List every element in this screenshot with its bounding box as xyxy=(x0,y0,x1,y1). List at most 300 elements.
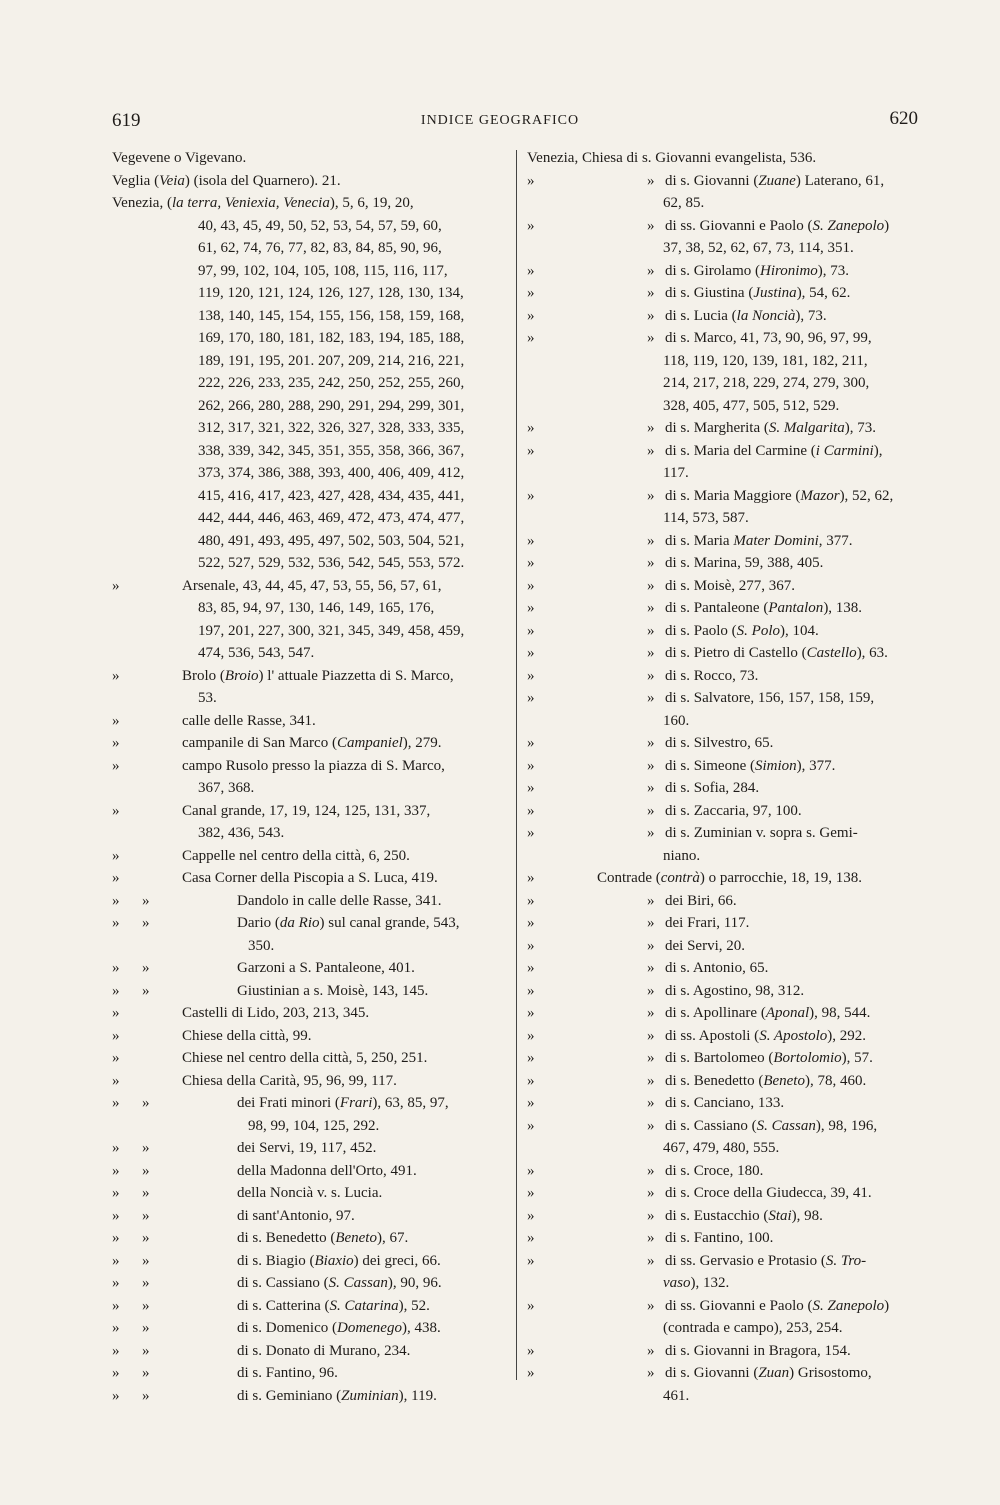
index-entry-line xyxy=(527,1047,929,1070)
index-entry-line xyxy=(527,1317,929,1340)
index-entry-text: di s. Maria del Carmine (i Carmini), xyxy=(665,442,883,459)
index-entry-text: 98, 99, 104, 125, 292. xyxy=(248,1117,380,1134)
index-entry-text: di s. Zaccaria, 97, 100. xyxy=(665,802,802,819)
ditto-mark: » xyxy=(527,442,535,459)
index-entry-line xyxy=(112,800,507,823)
index-entry-text: di s. Apollinare (Aponal), 98, 544. xyxy=(665,1005,871,1021)
index-entry-text: 367, 368. xyxy=(198,780,255,796)
index-entry-line xyxy=(112,215,507,238)
index-entry-text: 114, 573, 587. xyxy=(663,510,749,526)
ditto-mark: » xyxy=(647,892,655,909)
ditto-mark: » xyxy=(112,982,120,999)
index-entry-line xyxy=(527,732,929,755)
ditto-mark: » xyxy=(142,1207,150,1224)
index-entry-line xyxy=(112,620,507,643)
index-entry-line xyxy=(527,327,929,350)
ditto-mark: » xyxy=(527,1207,535,1224)
index-entry-text: 40, 43, 45, 49, 50, 52, 53, 54, 57, 59, 60, xyxy=(198,217,442,234)
index-entry-line xyxy=(112,867,507,890)
index-entry-line xyxy=(112,687,507,710)
ditto-mark: » xyxy=(527,1297,535,1314)
index-entry-line xyxy=(527,575,929,598)
ditto-mark: » xyxy=(647,307,655,324)
ditto-mark: » xyxy=(112,757,120,774)
index-entry-text: di s. Girolamo (Hironimo), 73. xyxy=(665,262,850,279)
index-entry-line xyxy=(112,260,507,283)
ditto-mark: » xyxy=(647,577,655,594)
index-entry-text: di s. Simeone (Simion), 377. xyxy=(665,757,836,774)
index-entry-line xyxy=(112,1137,507,1160)
ditto-mark: » xyxy=(112,1387,120,1404)
index-entry-line xyxy=(527,417,929,440)
ditto-mark: » xyxy=(112,1252,120,1269)
index-entry-line xyxy=(527,530,929,553)
index-entry-text: di ss. Giovanni e Paolo (S. Zanepolo) xyxy=(665,1297,890,1314)
index-entry-line xyxy=(527,957,929,980)
index-entry-text: 62, 85. xyxy=(663,195,705,211)
ditto-mark: » xyxy=(142,1297,150,1314)
index-entry-line xyxy=(112,1205,507,1228)
index-entry-text: dei Servi, 20. xyxy=(665,937,745,954)
index-entry-line xyxy=(527,1070,929,1093)
index-entry-line xyxy=(112,1272,507,1295)
index-entry-line xyxy=(527,867,929,890)
ditto-mark: » xyxy=(647,1117,655,1134)
left-page-number: 619 xyxy=(112,110,141,131)
index-entry-text: Veglia (Veia) (isola del Quarnero). 21. xyxy=(112,172,341,189)
index-entry-line xyxy=(112,1317,507,1340)
ditto-mark: » xyxy=(142,1252,150,1269)
index-entry-text: di s. Moisè, 277, 367. xyxy=(665,577,796,594)
index-entry-text: dei Servi, 19, 117, 452. xyxy=(237,1140,377,1156)
index-entry-text: (contrada e campo), 253, 254. xyxy=(663,1320,843,1336)
ditto-mark: » xyxy=(527,262,535,279)
index-entry-line xyxy=(112,485,507,508)
index-entry-line xyxy=(527,552,929,575)
ditto-mark: » xyxy=(112,870,120,886)
index-entry-text: Dandolo in calle delle Rasse, 341. xyxy=(237,892,442,909)
index-entry-text: di s. Rocco, 73. xyxy=(665,667,759,684)
index-entry-line xyxy=(527,1272,929,1295)
index-entry-line xyxy=(112,890,507,913)
ditto-mark: » xyxy=(112,1320,120,1336)
index-entry-line xyxy=(527,282,929,305)
left-column xyxy=(112,147,507,1407)
index-entry-line xyxy=(527,980,929,1003)
index-entry-text: di s. Geminiano (Zuminian), 119. xyxy=(237,1387,437,1404)
index-entry-line xyxy=(112,1070,507,1093)
index-entry-line xyxy=(527,507,929,530)
ditto-mark: » xyxy=(527,1027,535,1044)
ditto-mark: » xyxy=(527,892,535,909)
index-entry-text: di s. Lucia (la Noncià), 73. xyxy=(665,307,827,324)
ditto-mark: » xyxy=(647,532,655,549)
index-entry-line xyxy=(112,935,507,958)
index-entry-text: di s. Croce della Giudecca, 39, 41. xyxy=(665,1185,872,1201)
index-entry-line xyxy=(112,1115,507,1138)
ditto-mark: » xyxy=(527,802,535,819)
index-entry-text: 467, 479, 480, 555. xyxy=(663,1140,780,1156)
ditto-mark: » xyxy=(527,330,535,346)
index-entry-text: 350. xyxy=(248,937,275,954)
index-entry-text: di ss. Giovanni e Paolo (S. Zanepolo) xyxy=(665,217,890,234)
index-entry-line xyxy=(112,845,507,868)
ditto-mark: » xyxy=(527,307,535,324)
index-entry-text: campanile di San Marco (Campaniel), 279. xyxy=(182,735,442,751)
ditto-mark: » xyxy=(112,960,120,976)
index-entry-text: di s. Marina, 59, 388, 405. xyxy=(665,555,824,571)
index-entry-text: 222, 226, 233, 235, 242, 250, 252, 255, 260, xyxy=(198,375,465,391)
index-entry-line xyxy=(112,732,507,755)
index-entry-text: di s. Zuminian v. sopra s. Gemi- xyxy=(665,825,858,841)
index-entry-line xyxy=(112,350,507,373)
index-entry-text: Cappelle nel centro della città, 6, 250. xyxy=(182,847,410,864)
index-entry-line xyxy=(112,1250,507,1273)
index-entry-text: 338, 339, 342, 345, 351, 355, 358, 366, 367, xyxy=(198,442,465,459)
ditto-mark: » xyxy=(527,915,535,931)
ditto-mark: » xyxy=(527,1252,535,1269)
index-entry-line xyxy=(112,957,507,980)
index-entry-line xyxy=(112,170,507,193)
index-entry-line xyxy=(112,327,507,350)
index-entry-text: 474, 536, 543, 547. xyxy=(198,645,315,661)
index-entry-text: 97, 99, 102, 104, 105, 108, 115, 116, 117, xyxy=(198,262,448,279)
ditto-mark: » xyxy=(142,892,150,909)
ditto-mark: » xyxy=(647,1095,655,1111)
ditto-mark: » xyxy=(527,1072,535,1089)
ditto-mark: » xyxy=(647,600,655,616)
ditto-mark: » xyxy=(647,780,655,796)
index-entry-line xyxy=(527,372,929,395)
index-entry-line xyxy=(112,1340,507,1363)
ditto-mark: » xyxy=(647,217,655,234)
index-entry-line xyxy=(112,980,507,1003)
index-entry-text: di s. Pantaleone (Pantalon), 138. xyxy=(665,600,863,616)
index-entry-text: di ss. Gervasio e Protasio (S. Tro- xyxy=(665,1252,867,1269)
index-entry-line xyxy=(527,800,929,823)
index-entry-line xyxy=(527,1205,929,1228)
ditto-mark: » xyxy=(527,1230,535,1246)
index-entry-text: niano. xyxy=(663,847,701,864)
index-entry-text: 461. xyxy=(663,1387,690,1404)
index-entry-text: di s. Giovanni (Zuane) Laterano, 61, xyxy=(665,172,885,189)
index-entry-text: di s. Croce, 180. xyxy=(665,1162,764,1179)
index-entry-text: Venezia, (la terra, Veniexia, Venecia), 5, 6, 19, 20, xyxy=(112,195,414,211)
index-entry-text: dei Frari, 117. xyxy=(665,915,750,931)
index-entry-line xyxy=(112,912,507,935)
ditto-mark: » xyxy=(112,667,120,684)
index-entry-line xyxy=(527,1025,929,1048)
ditto-mark: » xyxy=(527,577,535,594)
index-entry-text: di s. Pietro di Castello (Castello), 63. xyxy=(665,645,888,661)
index-entry-text: di s. Salvatore, 156, 157, 158, 159, xyxy=(665,690,875,706)
ditto-mark: » xyxy=(142,960,150,976)
ditto-mark: » xyxy=(647,757,655,774)
ditto-mark: » xyxy=(647,645,655,661)
index-entry-line xyxy=(112,1002,507,1025)
ditto-mark: » xyxy=(647,690,655,706)
ditto-mark: » xyxy=(142,1387,150,1404)
index-entry-line xyxy=(112,710,507,733)
index-entry-line xyxy=(112,192,507,215)
index-entry-text: di s. Catterina (S. Catarina), 52. xyxy=(237,1297,430,1314)
ditto-mark: » xyxy=(527,1342,535,1359)
index-entry-line xyxy=(112,462,507,485)
ditto-mark: » xyxy=(647,960,655,976)
index-entry-line xyxy=(112,552,507,575)
ditto-mark: » xyxy=(142,1230,150,1246)
ditto-mark: » xyxy=(527,667,535,684)
index-entry-line xyxy=(112,822,507,845)
index-entry-line xyxy=(527,485,929,508)
ditto-mark: » xyxy=(112,1162,120,1179)
ditto-mark: » xyxy=(527,285,535,301)
index-entry-line xyxy=(112,530,507,553)
ditto-mark: » xyxy=(647,1005,655,1021)
ditto-mark: » xyxy=(527,217,535,234)
index-entry-text: di s. Agostino, 98, 312. xyxy=(665,982,805,999)
index-entry-line xyxy=(527,1002,929,1025)
ditto-mark: » xyxy=(112,1072,120,1089)
ditto-mark: » xyxy=(527,555,535,571)
index-entry-text: di s. Marco, 41, 73, 90, 96, 97, 99, xyxy=(665,330,872,346)
ditto-mark: » xyxy=(142,915,150,931)
ditto-mark: » xyxy=(142,1095,150,1111)
index-entry-text: Giustinian a s. Moisè, 143, 145. xyxy=(237,982,429,999)
ditto-mark: » xyxy=(647,1027,655,1044)
index-entry-text: di s. Sofia, 284. xyxy=(665,780,760,796)
ditto-mark: » xyxy=(527,937,535,954)
ditto-mark: » xyxy=(527,420,535,436)
index-entry-text: di s. Cassiano (S. Cassan), 98, 196, xyxy=(665,1117,878,1134)
index-entry-text: di s. Giovanni (Zuan) Grisostomo, xyxy=(665,1365,872,1381)
ditto-mark: » xyxy=(112,1275,120,1291)
index-entry-line xyxy=(527,1092,929,1115)
ditto-mark: » xyxy=(647,330,655,346)
index-entry-line xyxy=(527,350,929,373)
index-entry-text: di s. Giustina (Justina), 54, 62. xyxy=(665,285,851,301)
index-entry-text: 119, 120, 121, 124, 126, 127, 128, 130, 134, xyxy=(198,285,464,301)
index-entry-text: 37, 38, 52, 62, 67, 73, 114, 351. xyxy=(663,240,854,256)
ditto-mark: » xyxy=(647,1230,655,1246)
index-entry-line xyxy=(112,1047,507,1070)
index-entry-line xyxy=(112,282,507,305)
ditto-mark: » xyxy=(142,1275,150,1291)
index-entry-text: dei Frati minori (Frari), 63, 85, 97, xyxy=(237,1095,449,1111)
ditto-mark: » xyxy=(112,1297,120,1314)
index-entry-line xyxy=(112,305,507,328)
index-entry-line xyxy=(527,462,929,485)
index-entry-text: di s. Fantino, 100. xyxy=(665,1230,774,1246)
index-entry-text: 415, 416, 417, 423, 427, 428, 434, 435, 441, xyxy=(198,487,465,504)
ditto-mark: » xyxy=(527,1162,535,1179)
ditto-mark: » xyxy=(647,555,655,571)
index-entry-line xyxy=(112,1182,507,1205)
index-entry-line xyxy=(527,687,929,710)
index-entry-line xyxy=(527,192,929,215)
index-entry-line xyxy=(527,912,929,935)
index-entry-line xyxy=(527,710,929,733)
ditto-mark: » xyxy=(647,1252,655,1269)
index-entry-line xyxy=(527,597,929,620)
ditto-mark: » xyxy=(112,1140,120,1156)
ditto-mark: » xyxy=(647,667,655,684)
index-entry-text: Contrade (contrà) o parrocchie, 18, 19, 138. xyxy=(597,870,862,886)
index-entry-line xyxy=(112,372,507,395)
ditto-mark: » xyxy=(527,825,535,841)
ditto-mark: » xyxy=(647,420,655,436)
ditto-mark: » xyxy=(647,802,655,819)
ditto-mark: » xyxy=(647,1297,655,1314)
index-entry-text: 118, 119, 120, 139, 181, 182, 211, xyxy=(663,352,868,369)
index-entry-text: Canal grande, 17, 19, 124, 125, 131, 337, xyxy=(182,802,431,819)
index-entry-text: 522, 527, 529, 532, 536, 542, 545, 553, 572. xyxy=(198,555,465,571)
ditto-mark: » xyxy=(647,1365,655,1381)
index-entry-text: di s. Biagio (Biaxio) dei greci, 66. xyxy=(237,1252,441,1269)
ditto-mark: » xyxy=(647,442,655,459)
index-entry-line xyxy=(527,260,929,283)
index-entry-text: 169, 170, 180, 181, 182, 183, 194, 185, 188, xyxy=(198,330,465,346)
index-entry-text: Castelli di Lido, 203, 213, 345. xyxy=(182,1005,370,1021)
ditto-mark: » xyxy=(112,1230,120,1246)
ditto-mark: » xyxy=(112,1005,120,1021)
index-entry-text: di s. Canciano, 133. xyxy=(665,1095,785,1111)
index-entry-line xyxy=(112,1160,507,1183)
index-entry-line xyxy=(527,665,929,688)
ditto-mark: » xyxy=(647,825,655,841)
index-entry-text: di s. Benedetto (Beneto), 78, 460. xyxy=(665,1072,867,1089)
index-entry-text: 83, 85, 94, 97, 130, 146, 149, 165, 176, xyxy=(198,600,435,616)
ditto-mark: » xyxy=(112,1365,120,1381)
index-entry-line xyxy=(527,777,929,800)
index-entry-line xyxy=(112,507,507,530)
ditto-mark: » xyxy=(527,735,535,751)
index-entry-line xyxy=(112,395,507,418)
index-entry-text: Arsenale, 43, 44, 45, 47, 53, 55, 56, 57, 61, xyxy=(182,577,442,594)
ditto-mark: » xyxy=(527,690,535,706)
index-entry-line xyxy=(112,1362,507,1385)
index-entry-line xyxy=(527,440,929,463)
index-entry-line xyxy=(112,417,507,440)
index-entry-text: Chiesa della Carità, 95, 96, 99, 117. xyxy=(182,1072,397,1089)
index-entry-text: di s. Antonio, 65. xyxy=(665,960,769,976)
ditto-mark: » xyxy=(142,1140,150,1156)
ditto-mark: » xyxy=(647,1072,655,1089)
index-entry-text: 328, 405, 477, 505, 512, 529. xyxy=(663,397,840,414)
index-entry-line xyxy=(112,665,507,688)
index-entry-line xyxy=(527,935,929,958)
index-entry-line xyxy=(527,822,929,845)
index-entry-text: 117. xyxy=(663,465,689,481)
index-entry-text: di s. Domenico (Domenego), 438. xyxy=(237,1320,441,1336)
index-entry-line xyxy=(527,1160,929,1183)
ditto-mark: » xyxy=(527,600,535,616)
index-entry-line xyxy=(112,755,507,778)
index-entry-line xyxy=(527,215,929,238)
index-entry-text: vaso), 132. xyxy=(663,1275,730,1291)
ditto-mark: » xyxy=(112,1027,120,1044)
index-entry-line xyxy=(527,1385,929,1408)
ditto-mark: » xyxy=(527,1117,535,1134)
index-entry-text: 214, 217, 218, 229, 274, 279, 300, xyxy=(663,375,870,391)
index-entry-line xyxy=(112,777,507,800)
index-entry-line xyxy=(112,597,507,620)
index-entry-line xyxy=(527,1182,929,1205)
index-entry-line xyxy=(527,642,929,665)
index-entry-text: 442, 444, 446, 463, 469, 472, 473, 474, 477, xyxy=(198,510,465,526)
index-entry-text: Brolo (Broio) l' attuale Piazzetta di S. Marco, xyxy=(182,667,454,684)
ditto-mark: » xyxy=(527,1185,535,1201)
ditto-mark: » xyxy=(112,1207,120,1224)
index-entry-text: della Noncià v. s. Lucia. xyxy=(237,1185,383,1201)
ditto-mark: » xyxy=(142,1162,150,1179)
index-entry-text: calle delle Rasse, 341. xyxy=(182,712,316,729)
index-entry-line xyxy=(112,1295,507,1318)
running-title: INDICE GEOGRAFICO xyxy=(420,113,580,128)
ditto-mark: » xyxy=(112,847,120,864)
ditto-mark: » xyxy=(647,735,655,751)
ditto-mark: » xyxy=(527,1365,535,1381)
ditto-mark: » xyxy=(112,712,120,729)
index-entry-text: Vegevene o Vigevano. xyxy=(112,150,247,166)
right-column xyxy=(527,147,929,1407)
ditto-mark: » xyxy=(647,262,655,279)
index-entry-line xyxy=(112,575,507,598)
index-entry-text: della Madonna dell'Orto, 491. xyxy=(237,1162,417,1179)
ditto-mark: » xyxy=(647,1342,655,1359)
index-entry-text: 53. xyxy=(198,690,217,706)
index-entry-line xyxy=(527,395,929,418)
ditto-mark: » xyxy=(527,532,535,549)
index-entry-text: di s. Cassiano (S. Cassan), 90, 96. xyxy=(237,1275,442,1291)
ditto-mark: » xyxy=(112,735,120,751)
index-entry-text: Garzoni a S. Pantaleone, 401. xyxy=(237,960,415,976)
index-entry-text: di sant'Antonio, 97. xyxy=(237,1207,355,1224)
ditto-mark: » xyxy=(112,1185,120,1201)
ditto-mark: » xyxy=(647,1207,655,1224)
index-entry-text: di s. Fantino, 96. xyxy=(237,1365,338,1381)
index-entry-text: di s. Benedetto (Beneto), 67. xyxy=(237,1230,409,1246)
index-entry-line xyxy=(527,1340,929,1363)
index-entry-text: 480, 491, 493, 495, 497, 502, 503, 504, 521, xyxy=(198,532,465,549)
ditto-mark: » xyxy=(142,1365,150,1381)
ditto-mark: » xyxy=(527,487,535,504)
index-entry-line xyxy=(527,1227,929,1250)
index-entry-line xyxy=(112,1092,507,1115)
ditto-mark: » xyxy=(112,1095,120,1111)
index-entry-line xyxy=(527,755,929,778)
ditto-mark: » xyxy=(527,960,535,976)
index-entry-text: di s. Paolo (S. Polo), 104. xyxy=(665,622,819,639)
index-entry-line xyxy=(527,147,929,170)
right-page-number: 620 xyxy=(889,108,918,129)
ditto-mark: » xyxy=(527,622,535,639)
index-entry-line xyxy=(112,1385,507,1408)
index-entry-text: Casa Corner della Piscopia a S. Luca, 419. xyxy=(182,870,438,886)
ditto-mark: » xyxy=(527,870,535,886)
ditto-mark: » xyxy=(647,622,655,639)
ditto-mark: » xyxy=(647,1050,655,1066)
index-entry-text: 160. xyxy=(663,712,690,729)
index-entry-text: Dario (da Rio) sul canal grande, 543, xyxy=(237,915,460,931)
ditto-mark: » xyxy=(112,892,120,909)
ditto-mark: » xyxy=(647,487,655,504)
ditto-mark: » xyxy=(527,1050,535,1066)
ditto-mark: » xyxy=(527,172,535,189)
index-entry-text: di s. Margherita (S. Malgarita), 73. xyxy=(665,420,876,436)
ditto-mark: » xyxy=(647,982,655,999)
index-entry-text: 262, 266, 280, 288, 290, 291, 294, 299, 301, xyxy=(198,397,465,414)
